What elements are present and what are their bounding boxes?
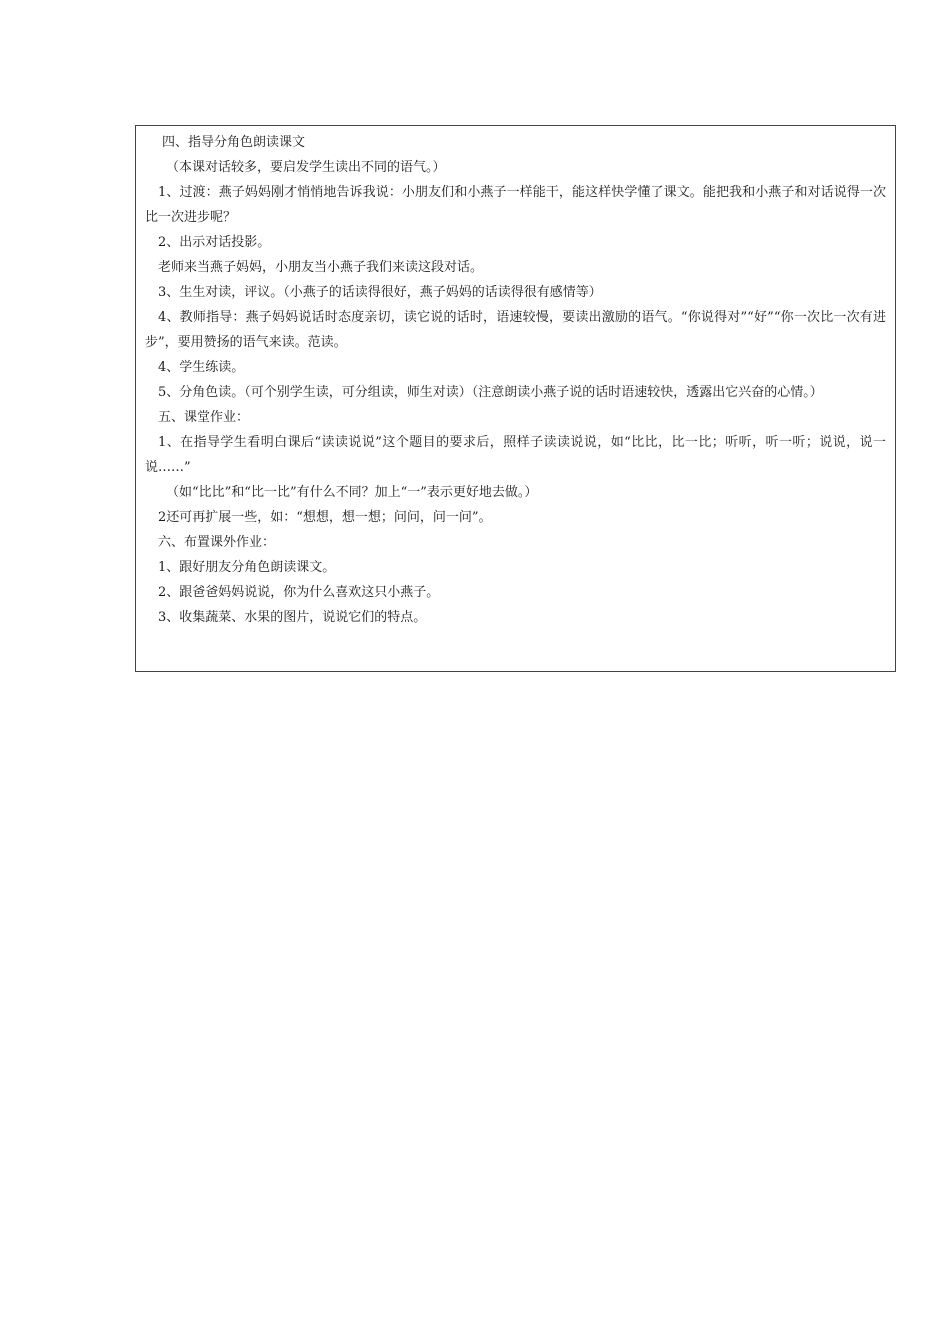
section-heading-reading: 四、指导分角色朗读课文 [162,135,306,150]
step-paragraph: 2还可再扩展一些，如：“想想，想一想；问问，问一问”。 [158,510,492,525]
step-paragraph: 4、学生练读。 [158,360,245,375]
homework-item: 1、跟好朋友分角色朗读课文。 [158,560,336,575]
step-paragraph: 5、分角色读。（可个别学生读，可分组读，师生对读）（注意朗读小燕子说的话时语速较快，透露出它兴奋的心情。） [158,385,823,400]
step-paragraph: 1、过渡：燕子妈妈刚才悄悄地告诉我说：小朋友们和小燕子一样能干，能这样快学懂了课文。能把我和小燕子和对话说得一次比一次进步呢？ [145,185,886,225]
note-paragraph: （本课对话较多，要启发学生读出不同的语气。） [166,160,446,175]
note-paragraph: （如“比比”和“比一比”有什么不同？加上“一”表示更好地去做。） [166,485,538,500]
section-heading-homework: 六、布置课外作业： [158,535,276,550]
step-paragraph: 老师来当燕子妈妈，小朋友当小燕子我们来读这段对话。 [158,260,484,275]
step-paragraph: 3、生生对读，评议。（小燕子的话读得很好，燕子妈妈的话读得很有感情等） [158,285,602,300]
step-paragraph: 4、教师指导：燕子妈妈说话时态度亲切，读它说的话时，语速较慢，要读出激励的语气。“你说得对”“好”“你一次比一次有进步”，要用赞扬的语气来读。范读。 [145,310,886,350]
homework-item: 3、收集蔬菜、水果的图片，说说它们的特点。 [158,610,427,625]
homework-item: 2、跟爸爸妈妈说说，你为什么喜欢这只小燕子。 [158,585,440,600]
section-heading-classwork: 五、课堂作业： [158,410,250,425]
lesson-plan-box [135,125,896,672]
step-paragraph: 2、出示对话投影。 [158,235,271,250]
step-paragraph: 1、在指导学生看明白课后“读读说说”这个题目的要求后，照样子读读说说，如“比比，比一比；听听，听一听；说说，说一说……” [145,435,886,475]
